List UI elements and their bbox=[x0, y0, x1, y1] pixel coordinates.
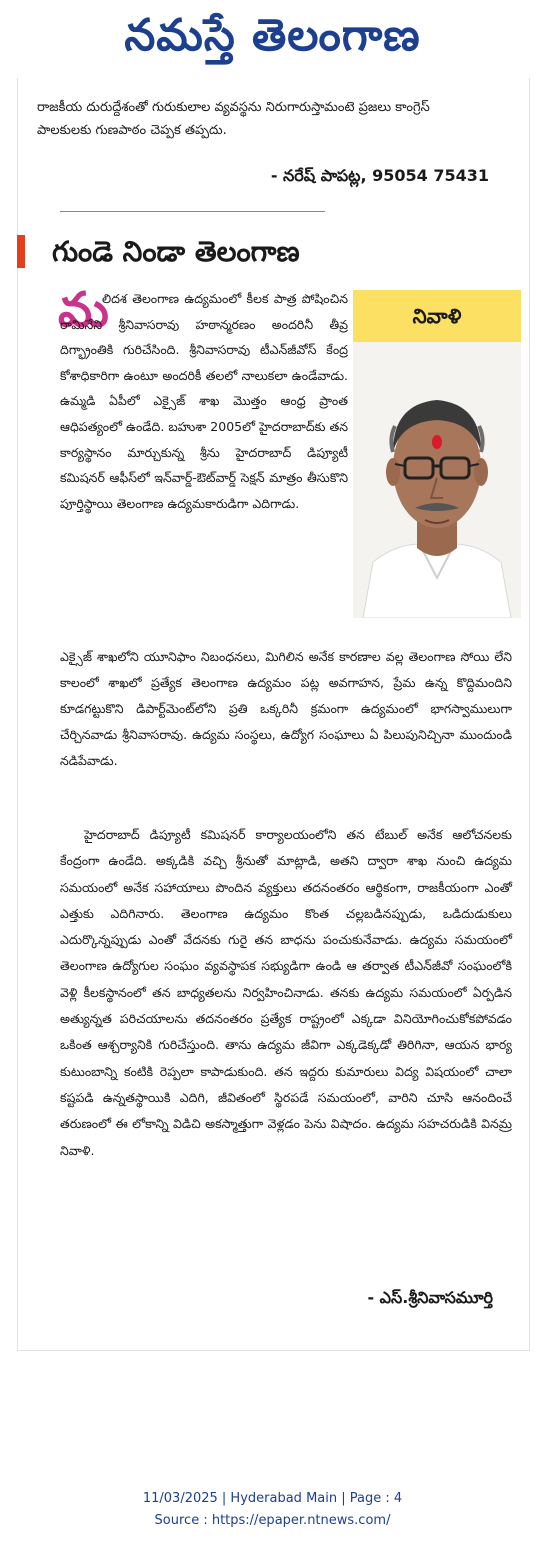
tribute-photo-box bbox=[353, 290, 521, 618]
edition-line: 11/03/2025 | Hyderabad Main | Page : 4 bbox=[142, 1491, 403, 1506]
section-divider bbox=[60, 211, 325, 212]
portrait-photo bbox=[353, 342, 521, 618]
newspaper-logo: నమస్తే తెలంగాణ bbox=[124, 10, 421, 61]
page-footer bbox=[0, 1488, 545, 1532]
article-signature: - ఎస్.శ్రీనివాసమూర్తి bbox=[367, 1288, 493, 1307]
source-line: Source : https://epaper.ntnews.com/ bbox=[154, 1513, 391, 1528]
article-paragraph-2: హైదరాబాద్ డిప్యూటీ కమిషనర్ కార్యాలయంలోని తన టేబుల్ అనేక ఆలోచనలకు కేంద్రంగా ఉండేది. అక్కడికి వచ్చి శ్రీనుతో మాట్లాడి, అతని ద్వారా శాఖ నుంచి ఉద్యమ సమయంలో అనేక సహాయాలు పొందిన వ్యక్తులు తదనంతరం ఆర్థికంగా, రాజకీయంగా ఎంతో ఎత్తుకు ఎదిగినారు. తెలంగాణ ఉద్యమం కొంత చల్లబడినప్పుడు, ఒడిదుడుకులు ఎదుర్కొన్నప్పుడు ఎంతో వేదనకు గురై తన బాధను పంచుకునేవాడు. ఉద్యమ సమయంలో తెలంగాణ ఉద్యోగుల సంఘం వ్యవస్థాపక సభ్యుడిగా ఉండి ఆ తర్వాత టీఎన్‌జీవో సంఘంలోకి వెళ్లి కీలకస్థానంలో తన బాధ్యతలను నిర్వహించినాడు. తనకు ఉద్యమ సమయంలో ఏర్పడిన అత్యున్నత పరిచయాలను తదనంతరం ప్రత్యేక రాష్ట్రంలో ఎక్కడా వినియోగించుకోకపోవడం ఒకింత ఆశ్చర్యానికి గురిచేస్తుంది. తాను ఉద్యమ జీవిగా ఎక్కడెక్కడో తిరిగినా, ఆయన భార్య కుటుంబాన్ని కంటికి రెప్పలా కాపాడుకుంది. తన ఇద్దరు కుమారులు విద్య విషయంలో చాలా కష్టపడి ఉన్నతస్థాయికి ఎదిగి, జీవితంలో స్థిరపడే సమయంలో, వారిని చూసి ఆనందించే తరుణంలో ఈ లోకాన్ని విడిచి అకస్మాత్తుగా వెళ్లడం పెను విషాదం. ఉద్యమ సహచరుడికి వినమ్ర నివాళి. bbox=[60, 827, 512, 1158]
headline-accent-bar bbox=[17, 235, 25, 268]
article-paragraph-1-wrapped: లిదశ తెలంగాణ ఉద్యమంలో కీలక పాత్ర పోషించిన రామినేని శ్రీనివాసరావు హఠాన్మరణం అందరినీ తీవ్ర దిగ్భ్రాంతికి గురిచేసింది. శ్రీనివాసరావు టీఎన్‌జీవోస్ కేంద్ర కోశాధికారిగా ఉంటూ అందరికీ తలలో నాలుకలా ఉండేవాడు. ఉమ్మడి ఏపీలో ఎక్సైజ్ శాఖ మొత్తం ఆంధ్ర ప్రాంత ఆధిపత్యంలో ఉండేది. బహుశా 2005లో హైదరాబాద్‌కు తన కార్యస్థానం మార్చుకున్న శ్రీను హైదరాబాద్ డిప్యూటీ కమిషనర్ ఆఫీస్‌లో ఇన్‌వార్డ్-ఔట్‌వార్డ్ సెక్షన్ మాత్రం తీసుకొని పూర్తిస్థాయి తెలంగాణ ఉద్యమకారుడిగా ఎదిగాడు. bbox=[60, 291, 348, 511]
article-headline: గుండె నిండా తెలంగాణ bbox=[52, 235, 300, 268]
tribute-label: నివాళి bbox=[353, 290, 521, 342]
drop-cap: మ bbox=[58, 282, 109, 338]
previous-article-text: రాజకీయ దురుద్దేశంతో గురుకులాల వ్యవస్థను నిరుగారుస్తామంటె ప్రజలు కాంగ్రెస్ పాలకులకు గుణపాఠం చెప్పక తప్పదు. bbox=[37, 100, 430, 138]
article-paragraph-1-continued: ఎక్సైజ్ శాఖలోని యూనిఫాం నిబంధనలు, మిగిలిన అనేక కారణాల వల్ల తెలంగాణ సోయి లేని కాలంలో శాఖలో ప్రత్యేక తెలంగాణ ఉద్యమం పట్ల అవగాహన, ప్రేమ ఉన్న కొద్దిమందిని కూడగట్టుకొని డిపార్ట్‌మెంట్‌లోని ప్రతి ఒక్కరినీ క్రమంగా ఉద్యమంలో భాగస్వాములుగా చేర్చినవాడు శ్రీనివాసరావు. ఉద్యమ సంస్థలు, ఉద్యోగ సంఘాలు ఏ పిలుపునిచ్చినా ముందుండి నడిపేవాడు. bbox=[60, 649, 512, 768]
masthead bbox=[0, 0, 545, 78]
previous-article-signature: - నరేష్ పాపట్ల, 95054 75431 bbox=[270, 166, 489, 185]
